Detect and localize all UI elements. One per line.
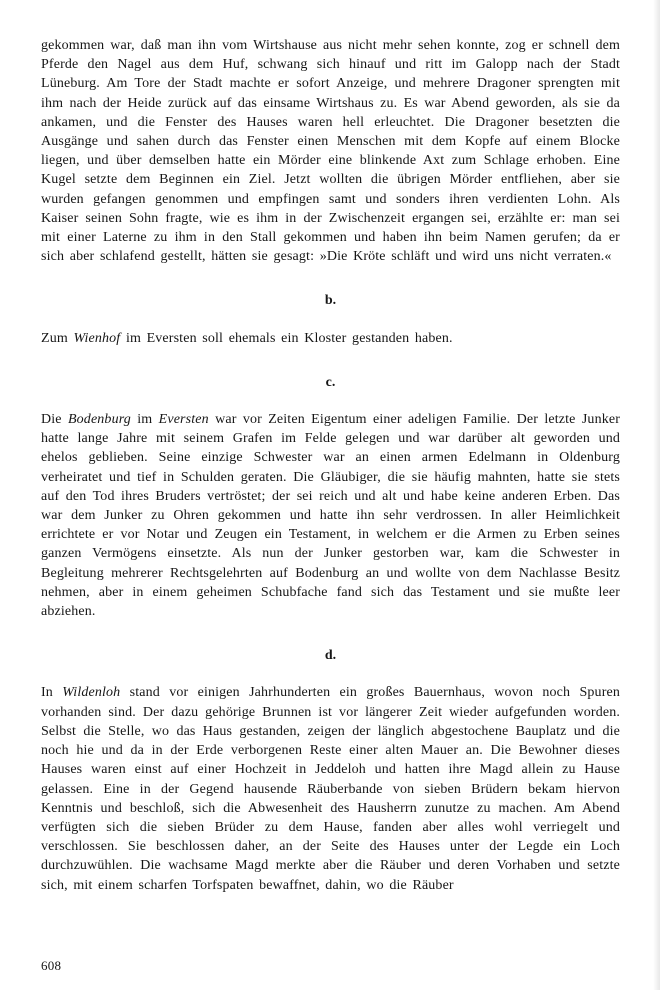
paragraph-c bbox=[41, 410, 620, 621]
place-name-bodenburg: Bodenburg bbox=[67, 412, 131, 428]
section-heading-b: b. bbox=[324, 293, 337, 309]
page-number: 608 bbox=[41, 957, 62, 973]
text-run: im bbox=[130, 412, 159, 428]
section-heading-c: c. bbox=[325, 374, 336, 390]
text-run: In bbox=[41, 685, 63, 701]
page-edge-shadow bbox=[653, 0, 660, 990]
text-run: war vor Zeiten Eigentum einer adeligen Familie. Der letzte Junker hatte lange Jahre mit seinem Grafen im Felde gelegen und war darüber alt geworden und ehelos geblieben. Seine einzige Schwester war an einen armen Edelmann in Oldenburg verheiratet und tief in Schulden geraten. Die Gläubiger, die sie häufig mahnten, hatte sie stets auf den Tod ihres Bruders vertröstet; der sei reich und alt und habe keine anderen Erben. Das war dem Junker zu Ohren gekommen und hatte ihn sehr verdrossen. In aller Heimlichkeit errichtete er vor Notar und Zeugen ein Testament, in welchem er die Armen zu Erben seines ganzen Vermögens einsetzte. Als nun der Junker gestorben war, kam die Schwester in Begleitung mehrerer Rechtsgelehrten auf Bodenburg an und wollte von dem Nachlasse Besitz nehmen, aber in einem geheimen Schubfache fand sich das Testament und sie mußte leer abziehen. bbox=[41, 412, 621, 620]
text-run: stand vor einigen Jahrhunderten ein großes Bauernhaus, wovon noch Spuren vorhanden sind. Der dazu gehörige Brunnen ist vor längerer Zeit wieder aufgefunden worden. Selbst die Stelle, wo das Haus gestanden, zeigen der länglich abgestochene Bauplatz und die noch hie und da in der Erde verborgenen Reste einer alten Mauer an. Die Bewohner dieses Hauses waren einst auf einer Hochzeit in Jeddeloh und hatten ihre Magd allein zu Hause gelassen. Eine in der Gegend hausende Räuberbande von sieben Brüdern bekam hiervon Kenntnis und beschloß, sich die Abwesenheit des Hausherrn zunutze zu machen. Am Abend verfügten sich die sieben Brüder zu dem Hause, fanden aber alles wohl verriegelt und verschlossen. Sie beschlossen daher, an der Seite des Hauses unter der Legde ein Loch durchzuwühlen. Die wachsame Magd merkte aber die Räuber und deren Vorhaben und setzte sich, mit einem scharfen Torfspaten bewaffnet, dahin, wo die Räuber bbox=[41, 685, 620, 893]
place-name-wienhof: Wienhof bbox=[73, 330, 121, 346]
text-run: im Eversten soll ehemals ein Kloster gestanden haben. bbox=[120, 330, 453, 346]
text-run: Zum bbox=[41, 330, 74, 346]
paragraph-a: gekommen war, daß man ihn vom Wirtshause aus nicht mehr sehen konnte, zog er schnell dem Pferde den Nagel aus dem Huf, schwang sich hinauf und ritt im Galopp nach der Stadt Lüneburg. Am Tore der Stadt machte er sofort Anzeige, und mehrere Dragoner sprengten mit ihm nach der Heide zurück auf das einsame Wirtshaus zu. Es war Abend geworden, als sie da ankamen, und die Fenster des Hauses waren hell erleuchtet. Die Dragoner besetzten die Ausgänge und sahen durch das Fenster einen Menschen mit dem Kopfe auf einem Blocke liegen, und über demselben hatte ein Mörder eine blinkende Axt zum Schlage erhoben. Eine Kugel setzte dem Beginnen ein Ziel. Jetzt wollten die übrigen Mörder entfliehen, aber sie wurden gefangen genommen und empfingen samt und sonders ihren verdienten Lohn. Als Kaiser seinen Sohn fragte, wie es ihm in der Zwischenzeit ergangen sei, erzählte er: man sei mit einer Laterne zu ihm in den Stall gekommen und haben ihn beim Namen gerufen; da er sich aber schlafend gestellt, hätten sie gesagt: »Die Kröte schläft und wird uns nicht verraten.« bbox=[41, 38, 620, 265]
place-name-eversten: Eversten bbox=[158, 412, 209, 428]
text-run: Die bbox=[41, 412, 68, 428]
place-name-wildenloh: Wildenloh bbox=[62, 685, 121, 701]
paragraph-d bbox=[41, 683, 620, 894]
paragraph-b bbox=[41, 329, 620, 348]
section-heading-d: d. bbox=[324, 648, 337, 664]
